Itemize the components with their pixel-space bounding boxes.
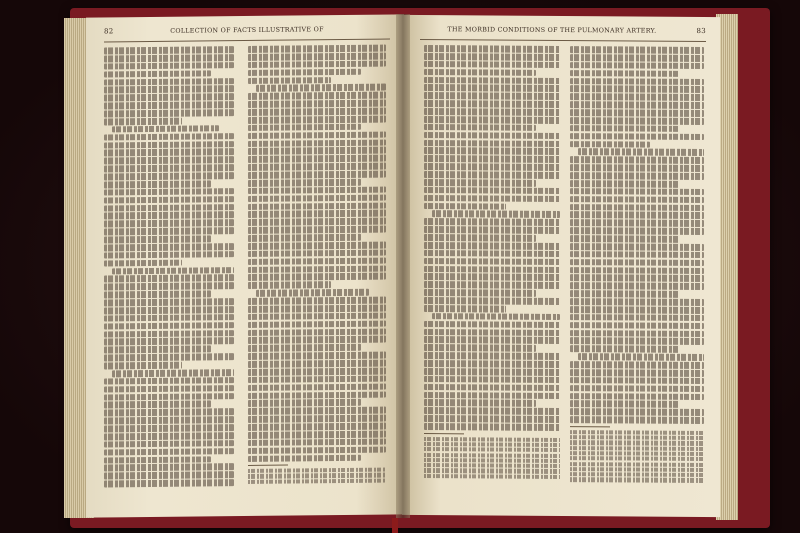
- text-line: [248, 367, 386, 375]
- text-line: [248, 391, 386, 399]
- text-line: [104, 479, 234, 487]
- text-line: [248, 202, 386, 210]
- text-line: [104, 78, 234, 86]
- footnote-line: [424, 458, 560, 463]
- text-line: [424, 69, 536, 76]
- text-line: [424, 218, 560, 226]
- text-line: [104, 408, 234, 416]
- text-line: [570, 180, 680, 187]
- text-line: [424, 297, 560, 305]
- text-line: [248, 218, 386, 226]
- text-line: [424, 266, 560, 274]
- text-line: [424, 321, 560, 329]
- text-line: [424, 281, 560, 289]
- text-line: [424, 84, 560, 92]
- text-line: [248, 328, 386, 336]
- left-text-column-1: [104, 46, 234, 503]
- right-header-rule: [420, 39, 706, 42]
- text-line: [570, 282, 704, 290]
- text-line: [104, 204, 234, 212]
- text-line: [248, 108, 386, 116]
- text-line: [248, 179, 361, 187]
- text-line: [424, 305, 506, 312]
- text-line: [570, 219, 704, 227]
- text-line: [104, 93, 234, 101]
- text-line: [570, 259, 704, 267]
- left-text-column-2: [248, 45, 386, 502]
- text-line: [104, 353, 234, 361]
- text-line: [256, 289, 369, 297]
- text-line: [570, 188, 704, 196]
- text-line: [570, 164, 704, 172]
- text-line: [104, 416, 234, 424]
- text-line: [248, 139, 386, 147]
- footnote-line: [424, 474, 560, 479]
- text-line: [104, 148, 234, 156]
- text-line: [570, 109, 704, 117]
- text-line: [248, 399, 361, 407]
- text-line: [248, 210, 386, 218]
- text-line: [424, 100, 560, 108]
- footnote-line: [424, 447, 560, 452]
- text-line: [104, 243, 234, 251]
- text-line: [570, 235, 680, 242]
- text-line: [248, 45, 386, 53]
- text-line: [248, 344, 361, 352]
- footnote-line: [570, 435, 704, 440]
- text-line: [248, 194, 386, 202]
- text-line: [248, 352, 386, 360]
- text-line: [570, 361, 704, 369]
- text-line: [424, 376, 560, 384]
- text-line: [104, 322, 234, 330]
- text-line: [424, 242, 560, 250]
- text-line: [570, 314, 704, 322]
- text-line: [570, 345, 680, 352]
- text-line: [104, 118, 182, 126]
- right-header: [420, 25, 706, 39]
- text-line: [248, 273, 386, 281]
- text-line: [424, 368, 560, 376]
- text-line: [570, 400, 680, 407]
- text-line: [424, 344, 536, 351]
- left-running-title: COLLECTION OF FACTS ILLUSTRATIVE OF: [170, 26, 324, 35]
- text-line: [104, 54, 234, 62]
- text-line: [424, 423, 560, 431]
- text-line: [104, 235, 211, 243]
- footnote-line: [570, 456, 704, 461]
- text-line: [570, 377, 704, 385]
- text-line: [570, 196, 704, 204]
- right-text-column-2: [570, 46, 704, 503]
- text-line: [424, 179, 536, 186]
- text-line: [248, 320, 386, 328]
- text-line: [104, 46, 234, 54]
- text-line: [248, 383, 386, 391]
- text-line: [104, 448, 234, 456]
- text-line: [248, 100, 386, 108]
- text-line: [248, 226, 386, 234]
- text-line: [112, 369, 234, 377]
- footnote-line: [570, 440, 704, 445]
- right-running-title: THE MORBID CONDITIONS OF THE PULMONARY ARTERY.: [447, 26, 657, 35]
- text-line: [104, 440, 234, 448]
- text-line: [424, 187, 560, 195]
- book-gutter: [396, 14, 410, 518]
- text-line: [424, 132, 560, 140]
- text-line: [104, 274, 234, 282]
- text-line: [570, 78, 704, 86]
- text-line: [104, 133, 234, 141]
- text-line: [104, 393, 234, 401]
- text-line: [424, 77, 560, 85]
- text-line: [248, 186, 386, 194]
- text-line: [104, 330, 234, 338]
- text-line: [570, 290, 680, 297]
- text-line: [248, 52, 386, 60]
- text-line: [424, 61, 560, 69]
- text-line: [248, 92, 386, 100]
- text-line: [248, 438, 386, 446]
- text-line: [112, 267, 234, 275]
- text-line: [424, 392, 560, 400]
- text-line: [570, 322, 704, 330]
- left-header: [104, 24, 390, 39]
- text-line: [570, 70, 680, 77]
- text-line: [104, 282, 234, 290]
- text-line: [570, 274, 704, 282]
- text-line: [104, 463, 234, 471]
- right-page: [402, 15, 720, 517]
- text-line: [104, 456, 211, 464]
- text-line: [424, 360, 560, 368]
- text-line: [570, 141, 650, 148]
- text-line: [570, 117, 704, 125]
- text-line: [104, 164, 234, 172]
- text-line: [104, 172, 234, 180]
- text-line: [104, 306, 234, 314]
- text-line: [248, 68, 361, 76]
- right-page-number: 83: [696, 26, 706, 36]
- text-line: [248, 241, 386, 249]
- text-line: [578, 353, 704, 361]
- right-text-column-1: [424, 45, 560, 502]
- text-line: [424, 258, 560, 266]
- text-line: [248, 265, 386, 273]
- text-line: [570, 369, 704, 377]
- text-line: [570, 243, 704, 251]
- text-line: [104, 156, 234, 164]
- text-line: [424, 116, 560, 124]
- text-line: [424, 329, 560, 337]
- text-line: [424, 140, 560, 148]
- footnote-line: [424, 468, 560, 473]
- text-line: [424, 171, 560, 179]
- text-line: [104, 101, 234, 109]
- text-line: [570, 101, 704, 109]
- text-line: [570, 416, 704, 424]
- text-line: [104, 85, 234, 93]
- text-line: [424, 45, 560, 53]
- bookmark-ribbon: [392, 518, 398, 533]
- text-line: [248, 430, 386, 438]
- text-line: [104, 251, 234, 259]
- text-line: [248, 155, 386, 163]
- text-line: [424, 352, 560, 360]
- text-line: [248, 336, 386, 344]
- text-line: [248, 77, 331, 85]
- text-line: [104, 70, 211, 78]
- text-line: [424, 289, 536, 296]
- text-line: [248, 281, 331, 289]
- text-line: [424, 163, 560, 171]
- text-line: [570, 337, 704, 345]
- text-line: [104, 401, 211, 409]
- left-header-rule: [104, 38, 390, 42]
- text-line: [104, 385, 234, 393]
- text-line: [424, 203, 506, 210]
- text-line: [570, 46, 704, 54]
- text-line: [570, 156, 704, 164]
- text-line: [248, 249, 386, 257]
- footnote-line: [570, 451, 704, 456]
- left-page-number: 82: [104, 27, 114, 36]
- text-line: [570, 204, 704, 212]
- footnote-line: [570, 430, 704, 435]
- text-line: [248, 375, 386, 383]
- text-line: [256, 84, 386, 92]
- text-line: [570, 227, 704, 235]
- text-line: [424, 226, 560, 234]
- footnote-line: [248, 478, 386, 484]
- footnote-line: [570, 467, 704, 472]
- text-line: [570, 133, 704, 141]
- text-line: [424, 195, 560, 203]
- text-line: [248, 297, 386, 305]
- text-line: [104, 196, 234, 204]
- text-line: [104, 62, 234, 70]
- text-line: [570, 408, 704, 416]
- text-line: [424, 273, 560, 281]
- text-line: [104, 314, 234, 322]
- footnote-rule: [424, 433, 464, 434]
- text-line: [248, 312, 386, 320]
- text-line: [104, 346, 211, 354]
- text-line: [424, 399, 536, 406]
- text-line: [104, 219, 234, 227]
- text-line: [424, 384, 560, 392]
- footnote-line: [424, 453, 560, 458]
- text-line: [424, 407, 560, 415]
- text-line: [424, 108, 560, 116]
- text-line: [248, 124, 361, 132]
- left-page: [86, 14, 404, 517]
- text-line: [432, 313, 560, 321]
- footnote-rule: [570, 426, 610, 427]
- text-line: [104, 362, 182, 370]
- text-line: [104, 471, 234, 479]
- text-line: [578, 148, 704, 156]
- footnote-line: [570, 446, 704, 451]
- text-line: [248, 257, 386, 265]
- text-line: [570, 385, 704, 393]
- text-line: [248, 234, 361, 242]
- text-line: [248, 360, 386, 368]
- text-line: [570, 93, 704, 101]
- text-line: [104, 259, 182, 267]
- text-line: [570, 172, 704, 180]
- text-line: [248, 454, 361, 462]
- text-line: [248, 115, 386, 123]
- text-line: [424, 53, 560, 61]
- text-line: [570, 54, 704, 62]
- text-line: [570, 330, 704, 338]
- footnote-line: [424, 463, 560, 468]
- footnote-line: [570, 462, 704, 467]
- text-line: [104, 432, 234, 440]
- text-line: [104, 141, 234, 149]
- footnote-line: [424, 442, 560, 447]
- text-line: [248, 407, 386, 415]
- text-line: [570, 251, 704, 259]
- text-line: [424, 147, 560, 155]
- text-line: [248, 304, 386, 312]
- footnote-line: [570, 477, 704, 482]
- footnote-line: [570, 472, 704, 477]
- text-line: [104, 211, 234, 219]
- text-line: [570, 298, 704, 306]
- text-line: [424, 124, 536, 131]
- text-line: [570, 267, 704, 275]
- text-line: [570, 211, 704, 219]
- text-line: [104, 180, 211, 188]
- text-line: [432, 210, 560, 218]
- footnote-line: [424, 437, 560, 442]
- text-line: [570, 393, 704, 401]
- text-line: [112, 125, 219, 133]
- text-line: [248, 147, 386, 155]
- text-line: [424, 415, 560, 423]
- text-line: [424, 336, 560, 344]
- text-line: [248, 60, 386, 68]
- text-line: [424, 155, 560, 163]
- text-line: [570, 62, 704, 70]
- text-line: [424, 234, 536, 241]
- text-line: [104, 290, 211, 298]
- text-line: [104, 298, 234, 306]
- text-line: [104, 337, 234, 345]
- text-line: [424, 92, 560, 100]
- text-line: [248, 446, 386, 454]
- text-line: [570, 85, 704, 93]
- text-line: [104, 109, 234, 117]
- text-line: [104, 188, 234, 196]
- text-line: [104, 227, 234, 235]
- text-line: [104, 424, 234, 432]
- footnote-rule: [248, 465, 288, 466]
- text-line: [248, 171, 386, 179]
- text-line: [424, 250, 560, 258]
- text-line: [248, 415, 386, 423]
- text-line: [104, 377, 234, 385]
- text-line: [570, 306, 704, 314]
- text-line: [570, 125, 680, 132]
- text-line: [248, 131, 386, 139]
- text-line: [248, 163, 386, 171]
- text-line: [248, 423, 386, 431]
